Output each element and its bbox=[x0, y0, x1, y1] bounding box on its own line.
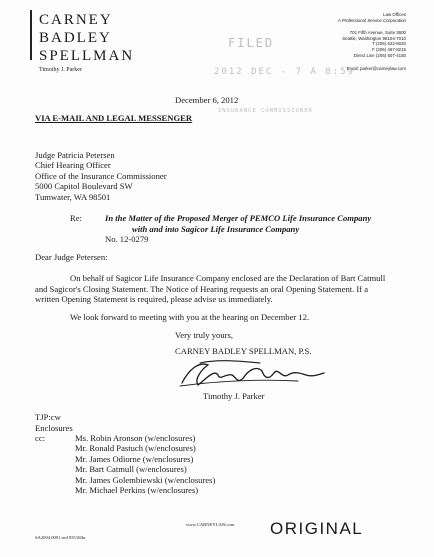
cc-label: cc: bbox=[35, 433, 46, 443]
cc-list bbox=[75, 433, 215, 495]
original-stamp: ORIGINAL bbox=[270, 519, 364, 538]
recipient-line: Chief Hearing Officer bbox=[35, 160, 111, 171]
cc-recipient: Mr. James Golembiewski (w/enclosures) bbox=[75, 474, 216, 485]
paragraph-1-line-2: and Sagicor's Closing Statement. The Notice of Hearing requests an oral Opening Statement. If a bbox=[35, 283, 369, 294]
direct-line: Direct Line (206) 607-4150 bbox=[353, 52, 406, 58]
firm-name-line-3: SPELLMAN bbox=[39, 48, 135, 64]
document-code: SA2004 0001 rm193516lbr bbox=[35, 535, 86, 540]
typist-initials: TJP:cw bbox=[35, 412, 61, 422]
recipient-line: 5000 Capitol Boulevard SW bbox=[35, 181, 133, 192]
recipient-line: Judge Patricia Petersen bbox=[35, 150, 115, 160]
address-line-1: 701 Fifth Avenue, Suite 3600 bbox=[349, 30, 406, 36]
logo-bar bbox=[30, 10, 32, 60]
cc-recipient: Mr. Michael Perkins (w/enclosures) bbox=[75, 485, 199, 496]
office-label: Law Offices bbox=[383, 12, 406, 17]
commissioner-stamp: INSURANCE COMMISSIONER bbox=[218, 108, 313, 114]
recipient-line: Tumwater, WA 98501 bbox=[35, 191, 111, 202]
filed-date-stamp: 2012 DEC - 7 A 8:59 bbox=[214, 67, 355, 77]
address-line-2: Seattle, Washington 98104-7010 bbox=[342, 35, 406, 41]
re-label: Re: bbox=[70, 213, 82, 223]
closing: Very truly yours, bbox=[175, 330, 233, 340]
firm-name-line-2: BADLEY bbox=[39, 30, 112, 46]
salutation: Dear Judge Petersen: bbox=[35, 252, 108, 262]
cc-recipient: Mr. James Odiorne (w/enclosures) bbox=[75, 453, 194, 464]
phone-number: T (206) 622-8020 bbox=[372, 41, 406, 47]
firm-signature-line: CARNEY BADLEY SPELLMAN, P.S. bbox=[175, 346, 312, 356]
firm-description: A Professional Service Corporation bbox=[337, 17, 406, 23]
delivery-method: VIA E-MAIL AND LEGAL MESSENGER bbox=[35, 113, 193, 123]
fax-number: F (206) 467-8215 bbox=[372, 46, 406, 52]
re-case-number: No. 12-0279 bbox=[105, 234, 149, 244]
paragraph-1-line-3: written Opening Statement is required, please advise us immediately. bbox=[35, 294, 273, 304]
recipient-line: Office of the Insurance Commissioner bbox=[35, 170, 167, 181]
firm-website: www.CARNEYLAW.com bbox=[186, 522, 235, 527]
recipient-address bbox=[35, 150, 167, 202]
enclosures-note: Enclosures bbox=[35, 422, 73, 433]
paragraph-1-line-1: On behalf of Sagicor Life Insurance Company enclosed are the Declaration of Bart Catmull bbox=[70, 273, 386, 283]
letter-date: December 6, 2012 bbox=[175, 95, 239, 105]
paragraph-2: We look forward to meeting with you at the hearing on December 12. bbox=[70, 312, 310, 322]
re-line-1: In the Matter of the Proposed Merger of PEMCO Life Insurance Company bbox=[105, 213, 372, 223]
cc-recipient: Mr. Bart Catmull (w/enclosures) bbox=[75, 464, 187, 475]
filed-stamp: FILED bbox=[228, 36, 275, 50]
cc-recipient: Mr. Ronald Pastuch (w/enclosures) bbox=[75, 443, 196, 454]
signer-name: Timothy J. Parker bbox=[203, 391, 265, 401]
cc-recipient: Ms. Robin Aronson (w/enclosures) bbox=[75, 433, 196, 443]
partner-name: Timothy J. Parker bbox=[39, 67, 82, 73]
handwritten-signature bbox=[178, 355, 326, 391]
firm-name-line-1: CARNEY bbox=[39, 12, 113, 28]
letterhead-contact-block bbox=[338, 12, 406, 72]
email-address: Email: parker@carneylaw.com bbox=[346, 66, 406, 72]
re-line-2: with and into Sagicor Life Insurance Company bbox=[132, 223, 300, 234]
